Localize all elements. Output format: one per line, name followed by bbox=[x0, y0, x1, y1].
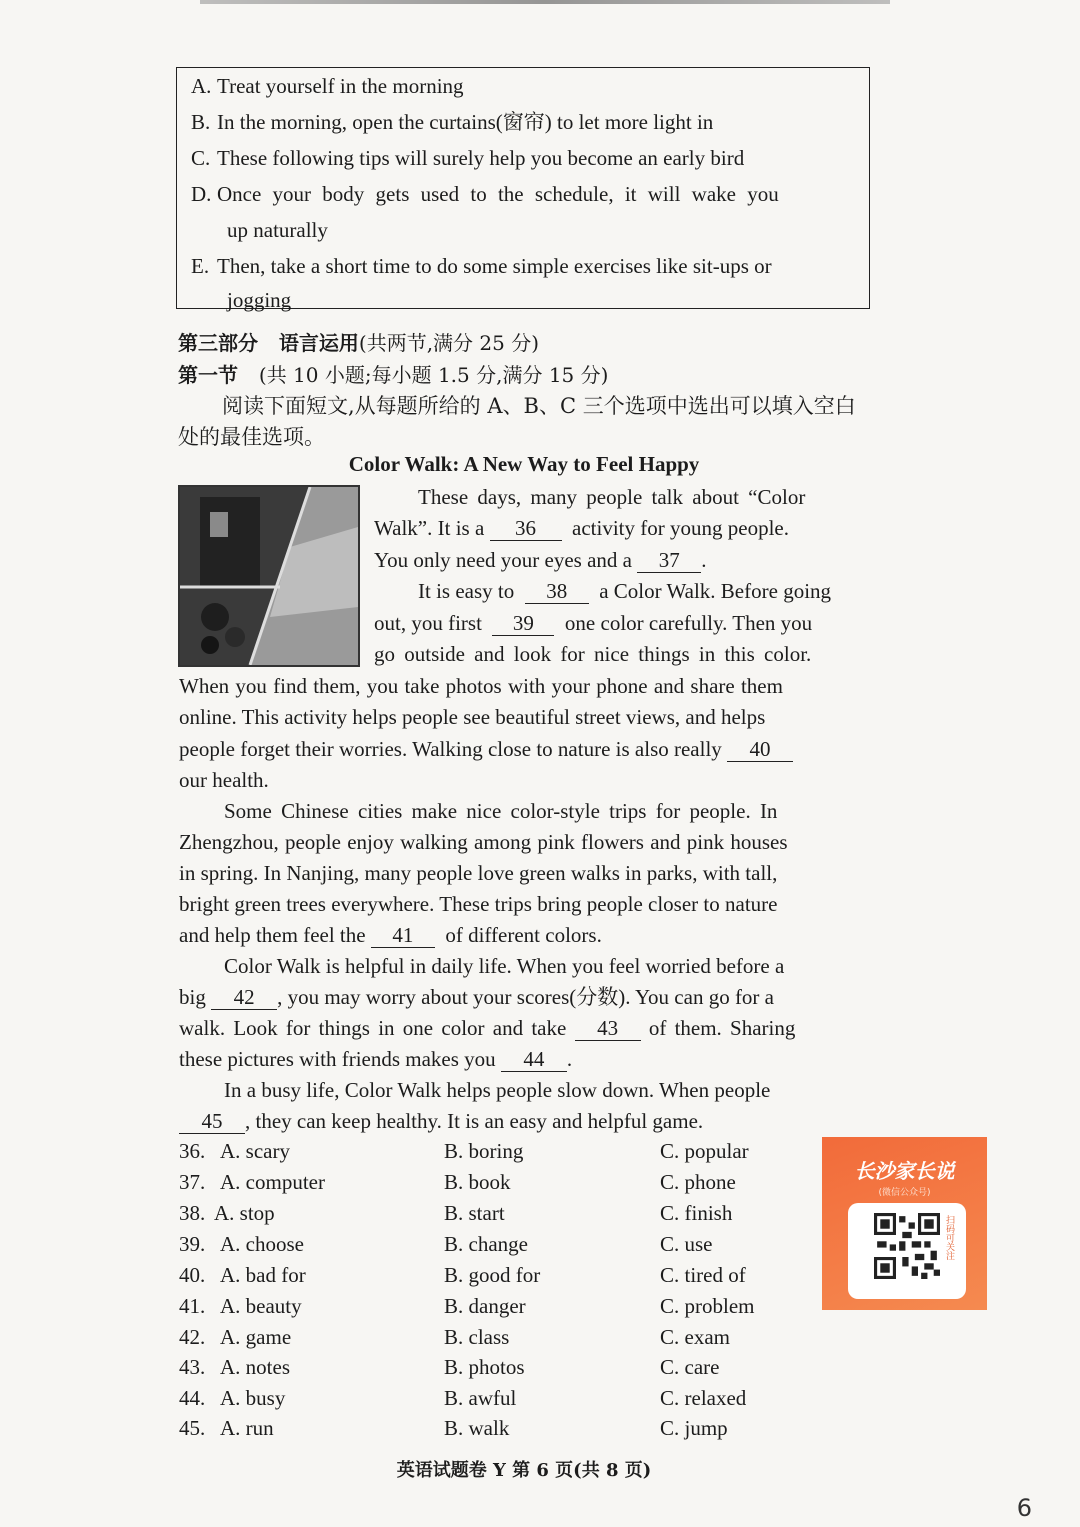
passage-line: In a busy life, Color Walk helps people slow down. When people bbox=[224, 1078, 771, 1102]
question-number: 43. bbox=[179, 1355, 206, 1379]
qr-card-subtitle: (微信公众号) bbox=[878, 1188, 931, 1198]
passage-text: It is easy to bbox=[418, 579, 515, 603]
choice-b[interactable]: B. danger bbox=[444, 1294, 526, 1318]
part-title: 第三部分 bbox=[178, 331, 258, 355]
passage-photo bbox=[178, 485, 360, 667]
choice-b[interactable]: B. start bbox=[444, 1201, 505, 1225]
section-title: 第一节 bbox=[178, 363, 238, 387]
option-d-continuation: up naturally bbox=[227, 218, 328, 242]
choice-c[interactable]: C. tired of bbox=[660, 1263, 746, 1287]
passage-line bbox=[374, 608, 812, 639]
passage-text: You only need your eyes and a bbox=[374, 548, 632, 572]
option-e-continuation: jogging bbox=[227, 288, 292, 312]
instruction-line-1: 阅读下面短文,从每题所给的 A、B、C 三个选项中选出可以填入空白 bbox=[222, 394, 856, 418]
passage-text: big bbox=[179, 985, 206, 1009]
choice-a[interactable]: A. bad for bbox=[220, 1263, 306, 1287]
choice-a[interactable]: A. choose bbox=[220, 1232, 304, 1256]
section-header bbox=[178, 359, 608, 388]
page-footer: 英语试题卷 Y 第 6 页(共 8 页) bbox=[396, 1460, 652, 1481]
passage-text: activity for young people. bbox=[572, 516, 789, 540]
question-number: 40. bbox=[179, 1263, 206, 1287]
choice-c[interactable]: C. relaxed bbox=[660, 1386, 747, 1410]
passage-line bbox=[418, 576, 831, 607]
passage-text: Walk”. It is a bbox=[374, 516, 485, 540]
option-letter: A. bbox=[191, 74, 212, 98]
part-header bbox=[178, 327, 539, 356]
passage-text: . bbox=[701, 548, 707, 572]
choice-b[interactable]: B. good for bbox=[444, 1263, 541, 1287]
blank-36: 36 bbox=[490, 516, 562, 541]
choice-a[interactable]: A. notes bbox=[220, 1355, 290, 1379]
blank-44: 44 bbox=[501, 1047, 567, 1072]
choice-c[interactable]: C. jump bbox=[660, 1416, 728, 1440]
choice-c[interactable]: C. use bbox=[660, 1232, 713, 1256]
part-name: 语言运用 bbox=[278, 331, 359, 355]
qr-card-side-text: 扫码可关注 bbox=[944, 1215, 954, 1260]
passage-line bbox=[374, 513, 789, 544]
option-letter: E. bbox=[191, 254, 210, 278]
passage-line: Zhengzhou, people enjoy walking among pink flowers and pink houses bbox=[179, 830, 788, 854]
choice-c[interactable]: C. phone bbox=[660, 1170, 736, 1194]
question-number: 44. bbox=[179, 1386, 206, 1410]
passage-line bbox=[179, 982, 774, 1013]
choice-a[interactable]: A. busy bbox=[220, 1386, 286, 1410]
choice-c[interactable]: C. popular bbox=[660, 1139, 749, 1163]
question-number: 36. bbox=[179, 1139, 206, 1163]
choice-a[interactable]: A. scary bbox=[220, 1139, 290, 1163]
passage-line bbox=[374, 545, 707, 576]
choice-a[interactable]: A. beauty bbox=[220, 1294, 302, 1318]
passage-text: , you may worry about your scores(分数). You can go for a bbox=[277, 985, 774, 1009]
question-number: 38. bbox=[179, 1201, 206, 1225]
option-text: Once your body gets used to the schedule, it will wake you bbox=[217, 182, 779, 206]
passage-line: go outside and look for nice things in this color. bbox=[374, 642, 812, 666]
passage-line: These days, many people talk about “Color bbox=[418, 485, 806, 509]
choice-b[interactable]: B. photos bbox=[444, 1355, 525, 1379]
passage-line bbox=[179, 920, 602, 951]
passage-line: bright green trees everywhere. These trips bring people closer to nature bbox=[179, 892, 778, 916]
passage-line bbox=[179, 1013, 795, 1044]
choice-a[interactable]: A. run bbox=[220, 1416, 274, 1440]
choice-c[interactable]: C. care bbox=[660, 1355, 720, 1379]
option-text: Then, take a short time to do some simple exercises like sit-ups or bbox=[217, 254, 772, 278]
choice-c[interactable]: C. exam bbox=[660, 1325, 730, 1349]
option-letter: D. bbox=[191, 182, 212, 206]
passage-line bbox=[179, 734, 793, 765]
choice-a[interactable]: A. game bbox=[220, 1325, 292, 1349]
blank-41: 41 bbox=[371, 923, 435, 948]
scan-top-edge bbox=[200, 0, 890, 4]
question-number: 37. bbox=[179, 1170, 206, 1194]
blank-39: 39 bbox=[492, 611, 554, 636]
passage-text: of them. Sharing bbox=[648, 1016, 796, 1040]
passage-line: in spring. In Nanjing, many people love green walks in parks, with tall, bbox=[179, 861, 778, 885]
option-c bbox=[191, 140, 744, 176]
photo-collage-image bbox=[180, 487, 358, 665]
choice-a[interactable]: A. stop bbox=[214, 1201, 275, 1225]
passage-text: people forget their worries. Walking close to nature is also really bbox=[179, 737, 722, 761]
passage-text: of different colors. bbox=[445, 923, 602, 947]
passage-line: Some Chinese cities make nice color-style trips for people. In bbox=[224, 799, 778, 823]
passage-text: one color carefully. Then you bbox=[564, 611, 813, 635]
passage-line bbox=[179, 1106, 703, 1137]
option-d bbox=[191, 176, 779, 212]
passage-text: and help them feel the bbox=[179, 923, 366, 947]
passage-title: Color Walk: A New Way to Feel Happy bbox=[348, 452, 700, 476]
blank-37: 37 bbox=[637, 548, 701, 573]
passage-text: these pictures with friends makes you bbox=[179, 1047, 496, 1071]
qr-card-title: 长沙家长说 bbox=[854, 1159, 955, 1183]
passage-line bbox=[179, 1044, 572, 1075]
options-box bbox=[176, 67, 870, 312]
qr-code-icon[interactable] bbox=[874, 1213, 940, 1279]
blank-45: 45 bbox=[179, 1109, 245, 1134]
option-text: In the morning, open the curtains(窗帘) to let more light in bbox=[217, 110, 714, 134]
option-b bbox=[191, 104, 713, 140]
passage-line: Color Walk is helpful in daily life. When you feel worried before a bbox=[224, 954, 785, 978]
instruction-line-2: 处的最佳选项。 bbox=[178, 425, 325, 449]
blank-42: 42 bbox=[211, 985, 277, 1010]
section-note: (共 10 小题;每小题 1.5 分,满分 15 分) bbox=[258, 363, 609, 387]
choice-a[interactable]: A. computer bbox=[220, 1170, 325, 1194]
blank-40: 40 bbox=[727, 737, 793, 762]
option-a bbox=[191, 68, 464, 104]
passage-line: When you find them, you take photos with your phone and share them bbox=[179, 674, 783, 698]
passage-text: , they can keep healthy. It is an easy and helpful game. bbox=[245, 1109, 704, 1133]
choice-c[interactable]: C. finish bbox=[660, 1201, 733, 1225]
passage-text: . bbox=[566, 1047, 573, 1071]
question-number: 45. bbox=[179, 1416, 206, 1440]
question-number: 42. bbox=[179, 1325, 206, 1349]
passage-text: out, you first bbox=[374, 611, 482, 635]
choice-b[interactable]: B. walk bbox=[444, 1416, 510, 1440]
blank-38: 38 bbox=[525, 579, 589, 604]
question-number: 41. bbox=[179, 1294, 206, 1318]
option-e bbox=[191, 248, 772, 284]
choice-b[interactable]: B. book bbox=[444, 1170, 511, 1194]
option-text: Treat yourself in the morning bbox=[217, 74, 464, 98]
page-number: 6 bbox=[1016, 1494, 1032, 1522]
qr-promo-card[interactable] bbox=[822, 1137, 987, 1310]
passage-line: online. This activity helps people see beautiful street views, and helps bbox=[179, 705, 766, 729]
choice-c[interactable]: C. problem bbox=[660, 1294, 755, 1318]
choice-b[interactable]: B. awful bbox=[444, 1386, 517, 1410]
choice-b[interactable]: B. class bbox=[444, 1325, 510, 1349]
question-number: 39. bbox=[179, 1232, 206, 1256]
passage-text: walk. Look for things in one color and take bbox=[179, 1016, 567, 1040]
option-text: These following tips will surely help you become an early bird bbox=[217, 146, 745, 170]
option-letter: C. bbox=[191, 146, 211, 170]
choice-b[interactable]: B. boring bbox=[444, 1139, 524, 1163]
blank-43: 43 bbox=[575, 1016, 641, 1041]
option-letter: B. bbox=[191, 110, 211, 134]
passage-line: our health. bbox=[179, 768, 269, 792]
passage-text: a Color Walk. Before going bbox=[599, 579, 832, 603]
choice-b[interactable]: B. change bbox=[444, 1232, 528, 1256]
part-note: (共两节,满分 25 分) bbox=[358, 331, 540, 355]
